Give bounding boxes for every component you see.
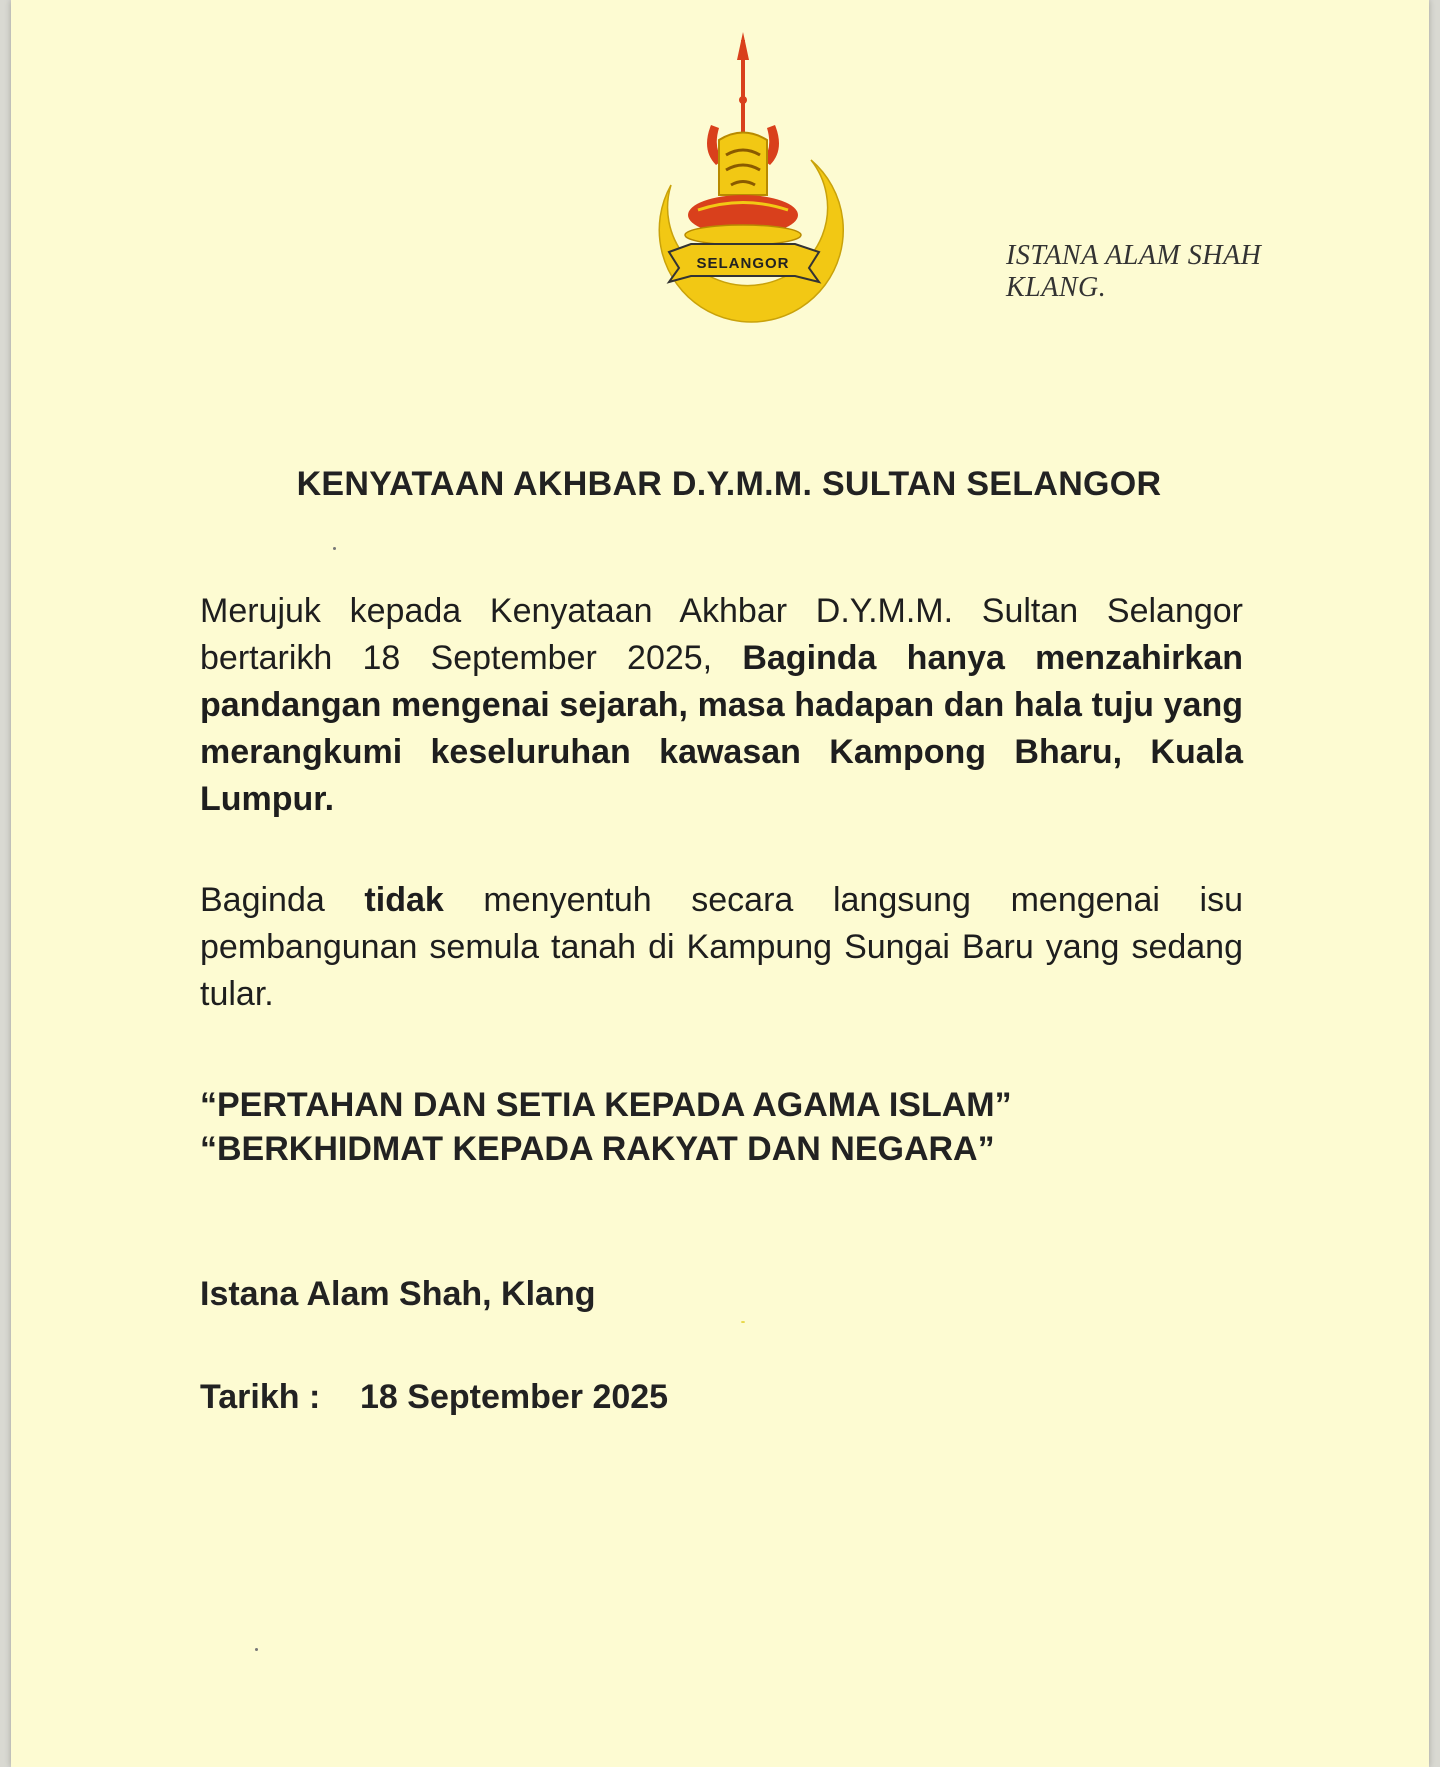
selangor-crest-logo [631,30,856,350]
paragraph-1 [200,588,1243,823]
press-statement-page [11,0,1429,1767]
motto [200,1083,1012,1171]
paper-speck [741,1321,745,1323]
paragraph-2-before: Baginda [200,881,325,919]
paragraph-1-bold: Baginda hanya menzahirkan pandangan mengenai sejarah, masa hadapan dan hala tuju yang merangkumi keseluruhan kawasan Kampong Bharu, Kuala Lumpur. [200,639,1243,818]
date-line [200,1378,668,1417]
paper-speck [333,547,336,550]
paragraph-1-plain: Merujuk kepada Kenyataan Akhbar D.Y.M.M. Sultan Selangor bertarikh 18 September 2025, [200,592,1243,677]
statement-title: KENYATAAN AKHBAR D.Y.M.M. SULTAN SELANGOR [296,465,1162,503]
issuing-place: Istana Alam Shah, Klang [200,1275,596,1313]
motto-line-1: “PERTAHAN DAN SETIA KEPADA AGAMA ISLAM” [200,1086,1012,1124]
letterhead-address [1006,240,1261,304]
paragraph-2 [200,877,1243,1018]
date-label: Tarikh : [200,1378,321,1416]
paper-speck [255,1648,258,1651]
paragraph-2-bold: tidak [364,881,444,919]
motto-line-2: “BERKHIDMAT KEPADA RAKYAT DAN NEGARA” [200,1130,995,1168]
address-line-2: KLANG. [1006,272,1107,303]
address-line-1: ISTANA ALAM SHAH [1006,240,1262,271]
paragraph-2-after: menyentuh secara langsung mengenai isu pembangunan semula tanah di Kampung Sungai Baru yang sedang tular. [200,881,1244,1013]
date-value: 18 September 2025 [360,1378,669,1416]
crest-ribbon-label: SELANGOR [696,255,790,272]
